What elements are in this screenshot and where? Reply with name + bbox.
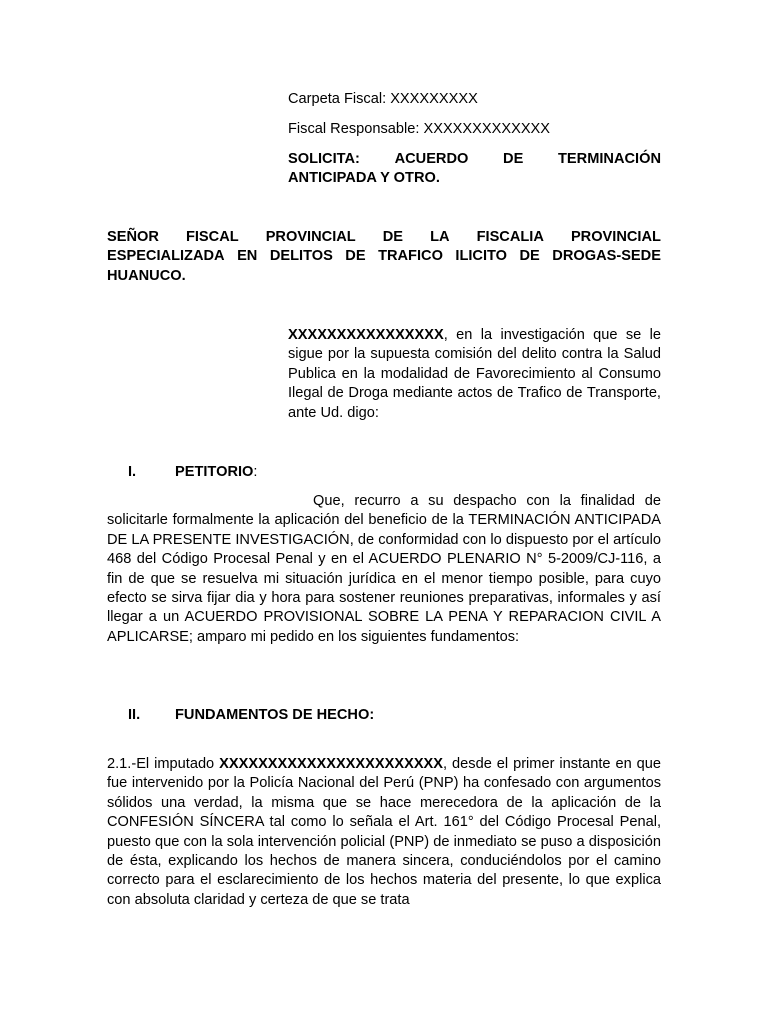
addressee-word: EN [237,248,258,265]
solicita-word: ACUERDO [394,151,469,167]
petitorio-paragraph: Que, recurro a su despacho con la finalidad de solicitarle formalmente la aplicación del beneficio de la TERMINACIÓN ANTICIPADA DE LA PRESENTE INVESTIGACIÓN, de conformidad con lo dispuesto por el artículo 468 del Código Procesal Penal y en el ACUERDO PLENARIO N° 5-2009/CJ-116, a fin de que se resuelva mi situación jurídica en el menor tiempo posible, para cuyo efecto se sirva fijar dia y hora para sostener reuniones preparativas, informales y así llegar a un ACUERDO PROVISIONAL SOBRE LA PENA Y REPARACION CIVIL A APLICARSE; amparo mi pedido en los siguientes fundamentos: [107,493,661,645]
section-2-title: FUNDAMENTOS DE HECHO: [175,707,375,723]
solicita-line-2: ANTICIPADA Y OTRO. [288,170,440,187]
fundamento-2-1-text: , desde el primer instante en que fue intervenido por la Policía Nacional del Perú (PNP) ha confesado con argumentos sólidos una verdad, la misma que se hace merecedora de la aplicación de la CONFESIÓN SÍNCERA tal como lo señala el Art. 161° del Código Procesal Penal, puesto que con la sola intervención policial (PNP) de inmediato se puso a disposición de ésta, explicando los hechos de manera sincera, conduciéndolos por el camino correcto para el esclarecimiento de los hechos materia del presente, lo que explica con absoluta claridad y certeza de que se trata [107,756,661,908]
imputado-name: XXXXXXXXXXXXXXXX [288,327,444,343]
fundamento-2-1-name: XXXXXXXXXXXXXXXXXXXXXXX [219,756,444,772]
fiscal-responsable-value: XXXXXXXXXXXXX [423,121,551,137]
addressee-word: PROVINCIAL [265,229,356,245]
fundamento-2-1-paragraph [107,755,661,910]
section-1-title-suffix: : [253,464,258,480]
addressee-word: LA [430,229,450,245]
addressee-line-2 [107,247,661,266]
section-1-number: I. [128,464,137,480]
addressee-line-3: HUANUCO. [107,267,186,284]
addressee-word: DE [519,248,540,265]
addressee-word: ESPECIALIZADA [107,248,225,265]
addressee-word: DE [345,248,366,265]
carpeta-fiscal-line [288,90,661,109]
addressee-line-1 [107,228,661,247]
solicita-word: DE [503,151,524,167]
addressee-word: FISCAL [185,229,239,245]
fundamento-2-1-prefix: 2.1.-El imputado [107,756,220,772]
fiscal-responsable-line [288,120,661,139]
solicita-block [288,150,661,189]
addressee-word: DE [382,229,404,245]
addressee-word: DROGAS-SEDE [552,248,661,265]
solicita-word: SOLICITA: [288,151,360,167]
intro-text: , en la investigación que se le sigue por la supuesta comisión del delito contra la Salud Publica en la modalidad de Favorecimiento al Consumo Ilegal de Droga mediante actos de Trafico de Transporte, ante Ud. digo: [288,327,661,421]
addressee-word: DELITOS [269,248,333,265]
carpeta-fiscal-value: XXXXXXXXX [390,91,478,107]
section-2-number: II. [128,707,141,723]
addressee-word: FISCALIA [476,229,544,245]
addressee-block [107,228,661,286]
section-1-title-wrap [175,463,257,482]
section-2-heading [128,706,661,726]
carpeta-fiscal-label: Carpeta Fiscal: [288,91,387,107]
fiscal-responsable-label: Fiscal Responsable: [288,121,420,137]
solicita-line-1 [288,150,661,169]
section-1-title: PETITORIO [175,464,254,480]
addressee-word: TRAFICO [378,248,443,265]
addressee-word: SEÑOR [107,229,159,245]
addressee-word: PROVINCIAL [570,229,661,245]
section-1-heading [128,463,661,483]
solicita-word: TERMINACIÓN [558,151,661,167]
addressee-word: ILICITO [455,248,508,265]
intro-paragraph [288,326,661,423]
